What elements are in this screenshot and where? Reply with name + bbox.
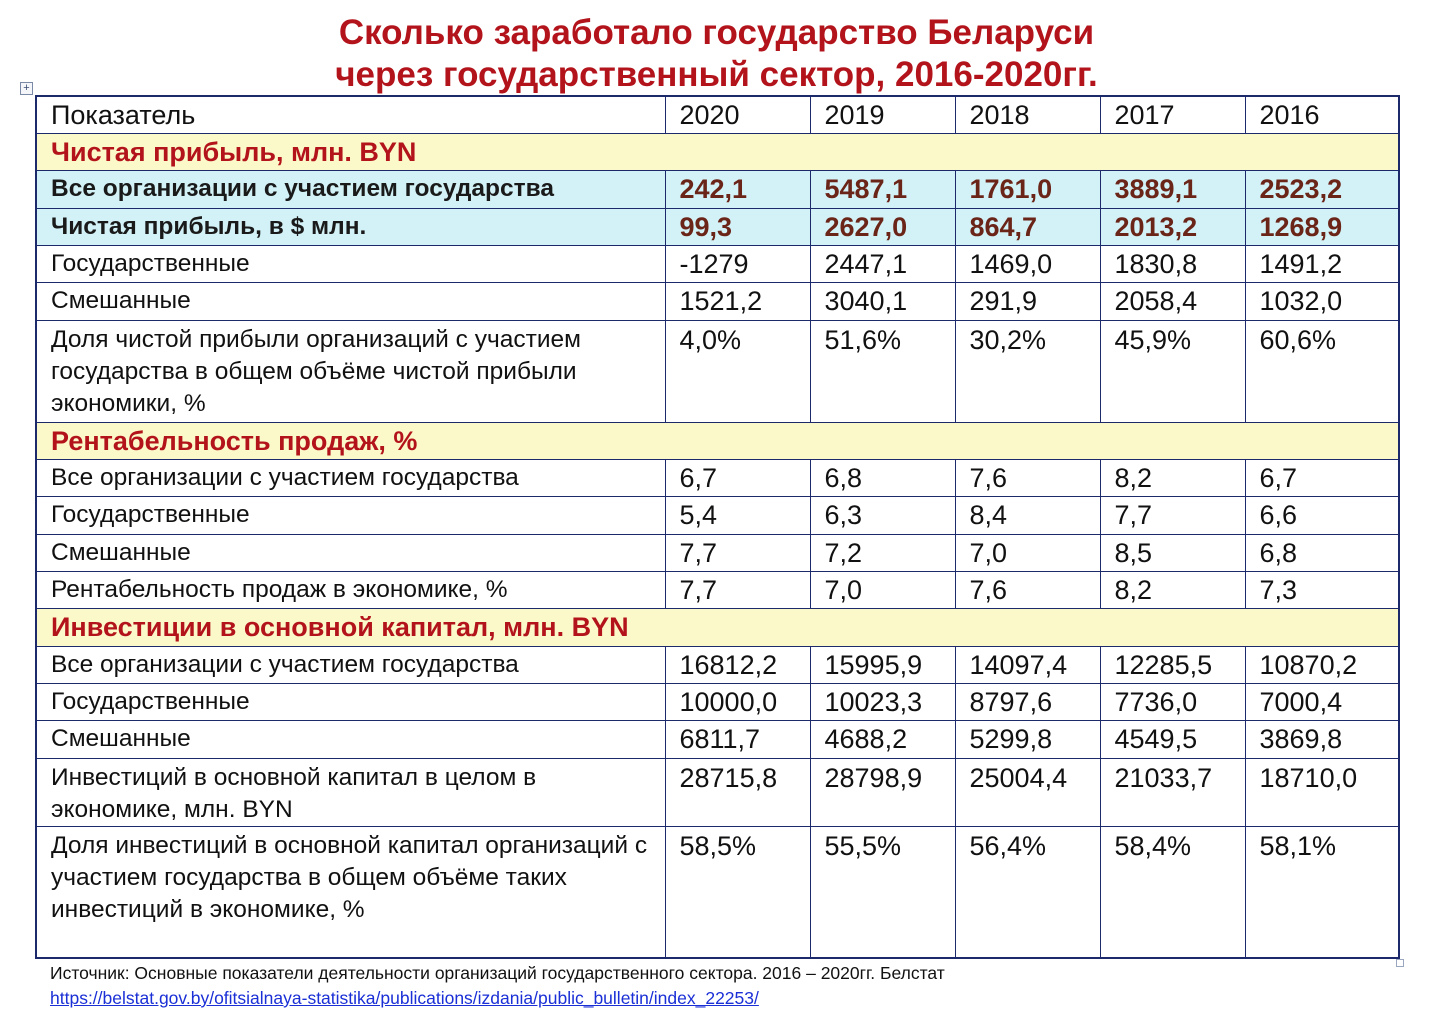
cell-value: 1469,0: [955, 245, 1100, 282]
cell-value: 7,0: [810, 571, 955, 608]
table-row: [36, 459, 1399, 496]
cell-value: 58,4%: [1100, 827, 1245, 958]
row-label: Доля чистой прибыли организаций с участием государства в общем объёме чистой прибыли экономики, %: [36, 320, 665, 422]
cell-value: 51,6%: [810, 320, 955, 422]
cell-value: 58,1%: [1245, 827, 1399, 958]
cell-value: 16812,2: [665, 646, 810, 683]
cell-value: 3869,8: [1245, 721, 1399, 758]
table-row: [36, 283, 1399, 320]
cell-value: 8,2: [1100, 571, 1245, 608]
row-label: Смешанные: [36, 534, 665, 571]
cell-value: 291,9: [955, 283, 1100, 320]
cell-value: 1491,2: [1245, 245, 1399, 282]
cell-value: 28715,8: [665, 758, 810, 827]
row-label: Чистая прибыль, в $ млн.: [36, 208, 665, 245]
footer: [50, 961, 945, 1011]
cell-value: 6,3: [810, 497, 955, 534]
row-label: Все организации с участием государства: [36, 171, 665, 208]
cell-value: 7,3: [1245, 571, 1399, 608]
cell-value: 5299,8: [955, 721, 1100, 758]
header-year: 2019: [810, 96, 955, 133]
cell-value: 2058,4: [1100, 283, 1245, 320]
data-table: [35, 95, 1400, 959]
table-row: [36, 245, 1399, 282]
table-row: [36, 320, 1399, 422]
header-year: 2016: [1245, 96, 1399, 133]
cell-value: 60,6%: [1245, 320, 1399, 422]
row-label: Все организации с участием государства: [36, 646, 665, 683]
table-row: [36, 646, 1399, 683]
cell-value: 2013,2: [1100, 208, 1245, 245]
cell-value: 4,0%: [665, 320, 810, 422]
cell-value: 25004,4: [955, 758, 1100, 827]
section-title: Рентабельность продаж, %: [36, 422, 1399, 459]
cell-value: 8,4: [955, 497, 1100, 534]
cell-value: 28798,9: [810, 758, 955, 827]
table-row: [36, 171, 1399, 208]
cell-value: 7,6: [955, 459, 1100, 496]
section-title: Инвестиции в основной капитал, млн. BYN: [36, 609, 1399, 646]
row-label: Рентабельность продаж в экономике, %: [36, 571, 665, 608]
source-text: Источник: Основные показатели деятельности организаций государственного сектора. 2016 – 2020гг. Белстат: [50, 963, 945, 983]
table-row: [36, 827, 1399, 958]
table-row: [36, 534, 1399, 571]
cell-value: 6,8: [810, 459, 955, 496]
cell-value: 3040,1: [810, 283, 955, 320]
cell-value: 45,9%: [1100, 320, 1245, 422]
cell-value: 8,5: [1100, 534, 1245, 571]
table-move-handle-icon[interactable]: +: [20, 82, 33, 95]
table-row: [36, 683, 1399, 720]
title-line-2: через государственный сектор, 2016-2020гг.: [335, 55, 1098, 94]
cell-value: 6,7: [1245, 459, 1399, 496]
row-label: Доля инвестиций в основной капитал организаций с участием государства в общем объёме таких инвестиций в экономике, %: [36, 827, 665, 958]
cell-value: 12285,5: [1100, 646, 1245, 683]
cell-value: 8797,6: [955, 683, 1100, 720]
cell-value: 14097,4: [955, 646, 1100, 683]
source-link[interactable]: https://belstat.gov.by/ofitsialnaya-statistika/publications/izdania/public_bulletin/index_22253/: [50, 988, 759, 1008]
row-label: Государственные: [36, 245, 665, 282]
row-label: Государственные: [36, 683, 665, 720]
cell-value: 58,5%: [665, 827, 810, 958]
section-title: Чистая прибыль, млн. BYN: [36, 133, 1399, 170]
table-row: [36, 497, 1399, 534]
page-title: [0, 12, 1433, 96]
cell-value: 1761,0: [955, 171, 1100, 208]
cell-value: 3889,1: [1100, 171, 1245, 208]
cell-value: 18710,0: [1245, 758, 1399, 827]
cell-value: 7000,4: [1245, 683, 1399, 720]
table-resize-handle[interactable]: [1396, 959, 1404, 967]
cell-value: 7736,0: [1100, 683, 1245, 720]
header-year: 2018: [955, 96, 1100, 133]
cell-value: 5,4: [665, 497, 810, 534]
cell-value: 2627,0: [810, 208, 955, 245]
cell-value: 7,0: [955, 534, 1100, 571]
cell-value: 56,4%: [955, 827, 1100, 958]
cell-value: 15995,9: [810, 646, 955, 683]
cell-value: 8,2: [1100, 459, 1245, 496]
cell-value: -1279: [665, 245, 810, 282]
cell-value: 6,6: [1245, 497, 1399, 534]
cell-value: 242,1: [665, 171, 810, 208]
section-header-row: [36, 422, 1399, 459]
row-label: Смешанные: [36, 283, 665, 320]
cell-value: 864,7: [955, 208, 1100, 245]
cell-value: 7,2: [810, 534, 955, 571]
cell-value: 6,8: [1245, 534, 1399, 571]
cell-value: 7,6: [955, 571, 1100, 608]
cell-value: 55,5%: [810, 827, 955, 958]
cell-value: 6,7: [665, 459, 810, 496]
header-label: Показатель: [36, 96, 665, 133]
cell-value: 21033,7: [1100, 758, 1245, 827]
cell-value: 7,7: [665, 571, 810, 608]
cell-value: 4688,2: [810, 721, 955, 758]
cell-value: 6811,7: [665, 721, 810, 758]
cell-value: 99,3: [665, 208, 810, 245]
cell-value: 1521,2: [665, 283, 810, 320]
cell-value: 5487,1: [810, 171, 955, 208]
header-year: 2020: [665, 96, 810, 133]
cell-value: 10870,2: [1245, 646, 1399, 683]
cell-value: 10023,3: [810, 683, 955, 720]
header-row: [36, 96, 1399, 133]
cell-value: 2447,1: [810, 245, 955, 282]
row-label: Государственные: [36, 497, 665, 534]
table-row: [36, 571, 1399, 608]
cell-value: 1830,8: [1100, 245, 1245, 282]
row-label: Все организации с участием государства: [36, 459, 665, 496]
cell-value: 2523,2: [1245, 171, 1399, 208]
header-year: 2017: [1100, 96, 1245, 133]
table-row: [36, 721, 1399, 758]
section-header-row: [36, 133, 1399, 170]
section-header-row: [36, 609, 1399, 646]
table-row: [36, 208, 1399, 245]
cell-value: 7,7: [1100, 497, 1245, 534]
row-label: Смешанные: [36, 721, 665, 758]
cell-value: 4549,5: [1100, 721, 1245, 758]
cell-value: 10000,0: [665, 683, 810, 720]
cell-value: 7,7: [665, 534, 810, 571]
cell-value: 30,2%: [955, 320, 1100, 422]
row-label: Инвестиций в основной капитал в целом в экономике, млн. BYN: [36, 758, 665, 827]
table-row: [36, 758, 1399, 827]
title-line-1: Сколько заработало государство Беларуси: [338, 13, 1095, 52]
cell-value: 1032,0: [1245, 283, 1399, 320]
cell-value: 1268,9: [1245, 208, 1399, 245]
